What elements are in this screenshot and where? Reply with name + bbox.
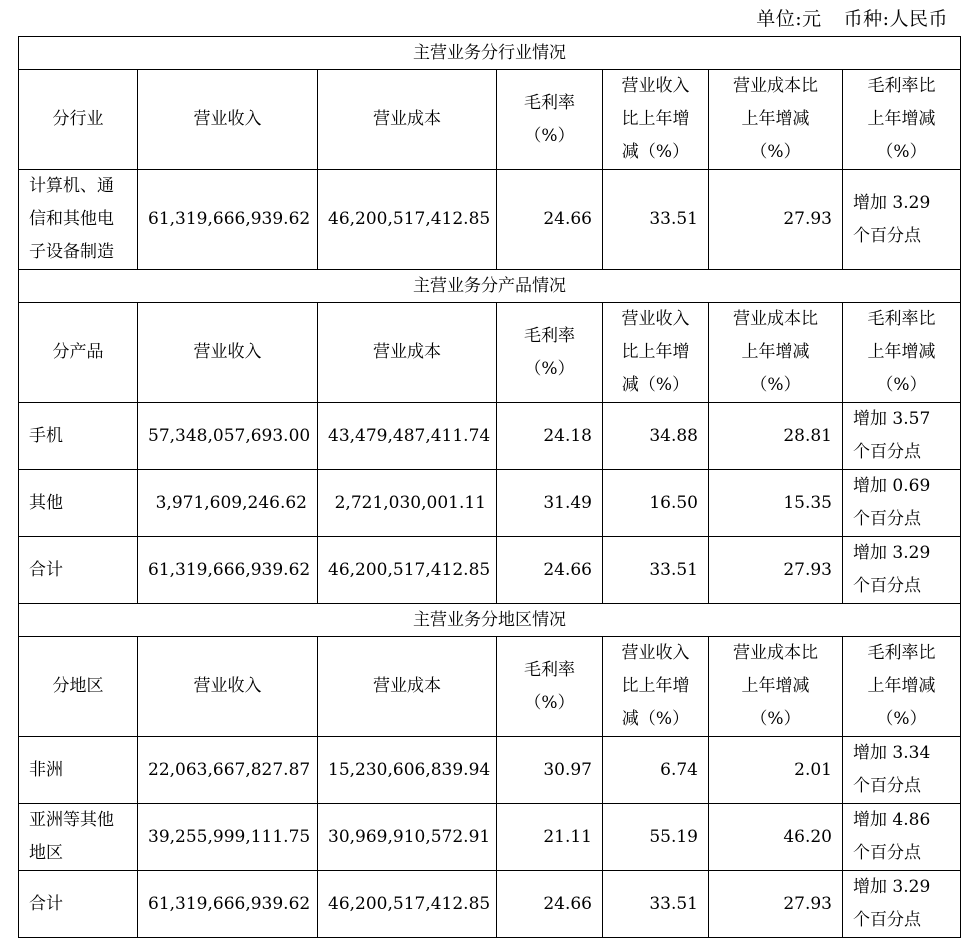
row-margin-change-line: 增加 3.29 bbox=[853, 543, 931, 563]
header-revenue: 营业收入 bbox=[138, 70, 318, 170]
row-revenue: 61,319,666,939.62 bbox=[138, 537, 318, 604]
row-revenue: 57,348,057,693.00 bbox=[138, 403, 318, 470]
section-title-row bbox=[19, 270, 961, 303]
unit-note bbox=[756, 4, 948, 31]
row-margin-change bbox=[843, 737, 961, 804]
row-margin-change-line: 个百分点 bbox=[853, 910, 921, 930]
row-rev-change: 33.51 bbox=[603, 871, 709, 938]
header-margin-change-line: 上年增减 bbox=[867, 342, 936, 362]
header-margin-change-line: 上年增减 bbox=[867, 109, 936, 129]
header-rev-change-line: 减（%） bbox=[621, 375, 690, 395]
row-name-line: 计算机、通 bbox=[29, 176, 114, 196]
table-row bbox=[19, 470, 961, 537]
header-revenue: 营业收入 bbox=[138, 303, 318, 403]
header-rev-change-line: 营业收入 bbox=[621, 309, 690, 329]
header-rev-change-line: 比上年增 bbox=[621, 109, 690, 129]
header-cost-change-line: 上年增减 bbox=[741, 109, 810, 129]
row-cost: 46,200,517,412.85 bbox=[318, 170, 497, 270]
row-name-line: 地区 bbox=[29, 843, 63, 863]
header-cost: 营业成本 bbox=[318, 70, 497, 170]
row-name bbox=[19, 403, 138, 470]
row-name bbox=[19, 804, 138, 871]
row-name bbox=[19, 737, 138, 804]
row-cost-change: 27.93 bbox=[709, 871, 843, 938]
row-margin-change-line: 个百分点 bbox=[853, 843, 921, 863]
header-margin-line: 毛利率 bbox=[524, 659, 575, 680]
row-revenue: 61,319,666,939.62 bbox=[138, 871, 318, 938]
currency-label: 币种:人民币 bbox=[843, 8, 948, 30]
header-rev-change-line: 营业收入 bbox=[621, 643, 690, 663]
row-cost-change: 28.81 bbox=[709, 403, 843, 470]
row-rev-change: 55.19 bbox=[603, 804, 709, 871]
row-rev-change: 16.50 bbox=[603, 470, 709, 537]
row-cost-change: 15.35 bbox=[709, 470, 843, 537]
header-dimension: 分地区 bbox=[19, 637, 138, 737]
header-dimension: 分产品 bbox=[19, 303, 138, 403]
header-margin bbox=[497, 303, 603, 403]
header-margin bbox=[497, 637, 603, 737]
section-title: 主营业务分产品情况 bbox=[19, 270, 961, 303]
row-margin-change bbox=[843, 170, 961, 270]
header-row bbox=[19, 70, 961, 170]
row-name bbox=[19, 537, 138, 604]
row-cost: 46,200,517,412.85 bbox=[318, 871, 497, 938]
header-margin-line: （%） bbox=[524, 125, 575, 146]
row-name-line: 亚洲等其他 bbox=[29, 810, 114, 830]
header-cost-change-line: （%） bbox=[750, 375, 801, 395]
header-margin-line: （%） bbox=[524, 692, 575, 713]
header-dimension: 分行业 bbox=[19, 70, 138, 170]
row-cost: 2,721,030,001.11 bbox=[318, 470, 497, 537]
row-margin-change-line: 增加 4.86 bbox=[853, 810, 931, 830]
header-margin-change-line: （%） bbox=[876, 709, 927, 729]
row-cost: 30,969,910,572.91 bbox=[318, 804, 497, 871]
header-rev-change-line: 减（%） bbox=[621, 142, 690, 162]
row-margin-change bbox=[843, 470, 961, 537]
row-revenue: 22,063,667,827.87 bbox=[138, 737, 318, 804]
header-margin bbox=[497, 70, 603, 170]
header-cost-change-line: 上年增减 bbox=[741, 676, 810, 696]
table-row bbox=[19, 403, 961, 470]
header-cost-change-line: 营业成本比 bbox=[733, 643, 818, 663]
header-margin-change bbox=[843, 637, 961, 737]
row-name bbox=[19, 170, 138, 270]
header-cost-change bbox=[709, 303, 843, 403]
row-margin-change bbox=[843, 403, 961, 470]
header-row bbox=[19, 637, 961, 737]
row-revenue: 39,255,999,111.75 bbox=[138, 804, 318, 871]
section-title: 主营业务分行业情况 bbox=[19, 37, 961, 70]
row-margin-change-line: 个百分点 bbox=[853, 776, 921, 796]
table-row bbox=[19, 170, 961, 270]
row-margin-change-line: 增加 3.29 bbox=[853, 877, 931, 897]
row-rev-change: 6.74 bbox=[603, 737, 709, 804]
row-name-line: 非洲 bbox=[29, 759, 63, 780]
header-rev-change-line: 营业收入 bbox=[621, 76, 690, 96]
row-margin-change-line: 增加 3.29 bbox=[853, 192, 931, 213]
header-cost-change-line: 营业成本比 bbox=[733, 76, 818, 96]
section-title-row bbox=[19, 37, 961, 70]
row-margin-change bbox=[843, 804, 961, 871]
row-name bbox=[19, 871, 138, 938]
row-cost-change: 2.01 bbox=[709, 737, 843, 804]
unit-label: 单位:元 bbox=[756, 8, 822, 30]
table-row bbox=[19, 537, 961, 604]
header-margin-change bbox=[843, 303, 961, 403]
row-name-line: 子设备制造 bbox=[29, 242, 114, 262]
row-margin-change bbox=[843, 537, 961, 604]
header-row bbox=[19, 303, 961, 403]
row-margin: 24.18 bbox=[497, 403, 603, 470]
row-margin: 24.66 bbox=[497, 170, 603, 270]
row-margin: 21.11 bbox=[497, 804, 603, 871]
header-margin-change bbox=[843, 70, 961, 170]
section-title-row bbox=[19, 604, 961, 637]
header-rev-change-line: 比上年增 bbox=[621, 676, 690, 696]
header-cost-change-line: 营业成本比 bbox=[733, 309, 818, 329]
header-revenue: 营业收入 bbox=[138, 637, 318, 737]
header-cost-change bbox=[709, 70, 843, 170]
section-title: 主营业务分地区情况 bbox=[19, 604, 961, 637]
row-name-line: 手机 bbox=[29, 425, 63, 446]
row-revenue: 3,971,609,246.62 bbox=[138, 470, 318, 537]
row-cost-change: 27.93 bbox=[709, 537, 843, 604]
header-rev-change-line: 减（%） bbox=[621, 709, 690, 729]
table-row bbox=[19, 737, 961, 804]
row-name-line: 信和其他电 bbox=[29, 209, 114, 229]
header-margin-change-line: 毛利率比 bbox=[867, 309, 936, 329]
header-margin-change-line: （%） bbox=[876, 142, 927, 162]
row-rev-change: 34.88 bbox=[603, 403, 709, 470]
header-margin-line: 毛利率 bbox=[524, 92, 575, 113]
header-rev-change-line: 比上年增 bbox=[621, 342, 690, 362]
header-cost-change-line: 上年增减 bbox=[741, 342, 810, 362]
row-margin-change-line: 增加 3.34 bbox=[853, 743, 931, 763]
header-cost: 营业成本 bbox=[318, 303, 497, 403]
row-margin-change-line: 个百分点 bbox=[853, 442, 921, 462]
row-name-line: 合计 bbox=[29, 559, 63, 580]
table-row bbox=[19, 871, 961, 938]
row-name-line: 其他 bbox=[29, 492, 63, 513]
row-name bbox=[19, 470, 138, 537]
row-cost-change: 46.20 bbox=[709, 804, 843, 871]
header-rev-change bbox=[603, 70, 709, 170]
table-row bbox=[19, 804, 961, 871]
header-cost-change bbox=[709, 637, 843, 737]
header-cost-change-line: （%） bbox=[750, 142, 801, 162]
row-margin: 31.49 bbox=[497, 470, 603, 537]
header-cost-change-line: （%） bbox=[750, 709, 801, 729]
header-margin-line: 毛利率 bbox=[524, 325, 575, 346]
row-margin: 24.66 bbox=[497, 871, 603, 938]
row-margin-change-line: 个百分点 bbox=[853, 225, 921, 246]
header-rev-change bbox=[603, 303, 709, 403]
row-margin-change-line: 个百分点 bbox=[853, 576, 921, 596]
row-revenue: 61,319,666,939.62 bbox=[138, 170, 318, 270]
main-business-table bbox=[18, 36, 961, 938]
header-margin-change-line: 毛利率比 bbox=[867, 643, 936, 663]
row-margin-change bbox=[843, 871, 961, 938]
header-margin-change-line: 毛利率比 bbox=[867, 76, 936, 96]
row-margin: 24.66 bbox=[497, 537, 603, 604]
header-margin-line: （%） bbox=[524, 358, 575, 379]
row-cost: 15,230,606,839.94 bbox=[318, 737, 497, 804]
header-cost: 营业成本 bbox=[318, 637, 497, 737]
header-rev-change bbox=[603, 637, 709, 737]
header-margin-change-line: 上年增减 bbox=[867, 676, 936, 696]
header-margin-change-line: （%） bbox=[876, 375, 927, 395]
row-rev-change: 33.51 bbox=[603, 537, 709, 604]
row-margin-change-line: 增加 3.57 bbox=[853, 409, 931, 429]
row-cost: 46,200,517,412.85 bbox=[318, 537, 497, 604]
row-name-line: 合计 bbox=[29, 893, 63, 914]
row-cost-change: 27.93 bbox=[709, 170, 843, 270]
row-rev-change: 33.51 bbox=[603, 170, 709, 270]
row-margin: 30.97 bbox=[497, 737, 603, 804]
row-cost: 43,479,487,411.74 bbox=[318, 403, 497, 470]
row-margin-change-line: 增加 0.69 bbox=[853, 476, 931, 496]
row-margin-change-line: 个百分点 bbox=[853, 509, 921, 529]
